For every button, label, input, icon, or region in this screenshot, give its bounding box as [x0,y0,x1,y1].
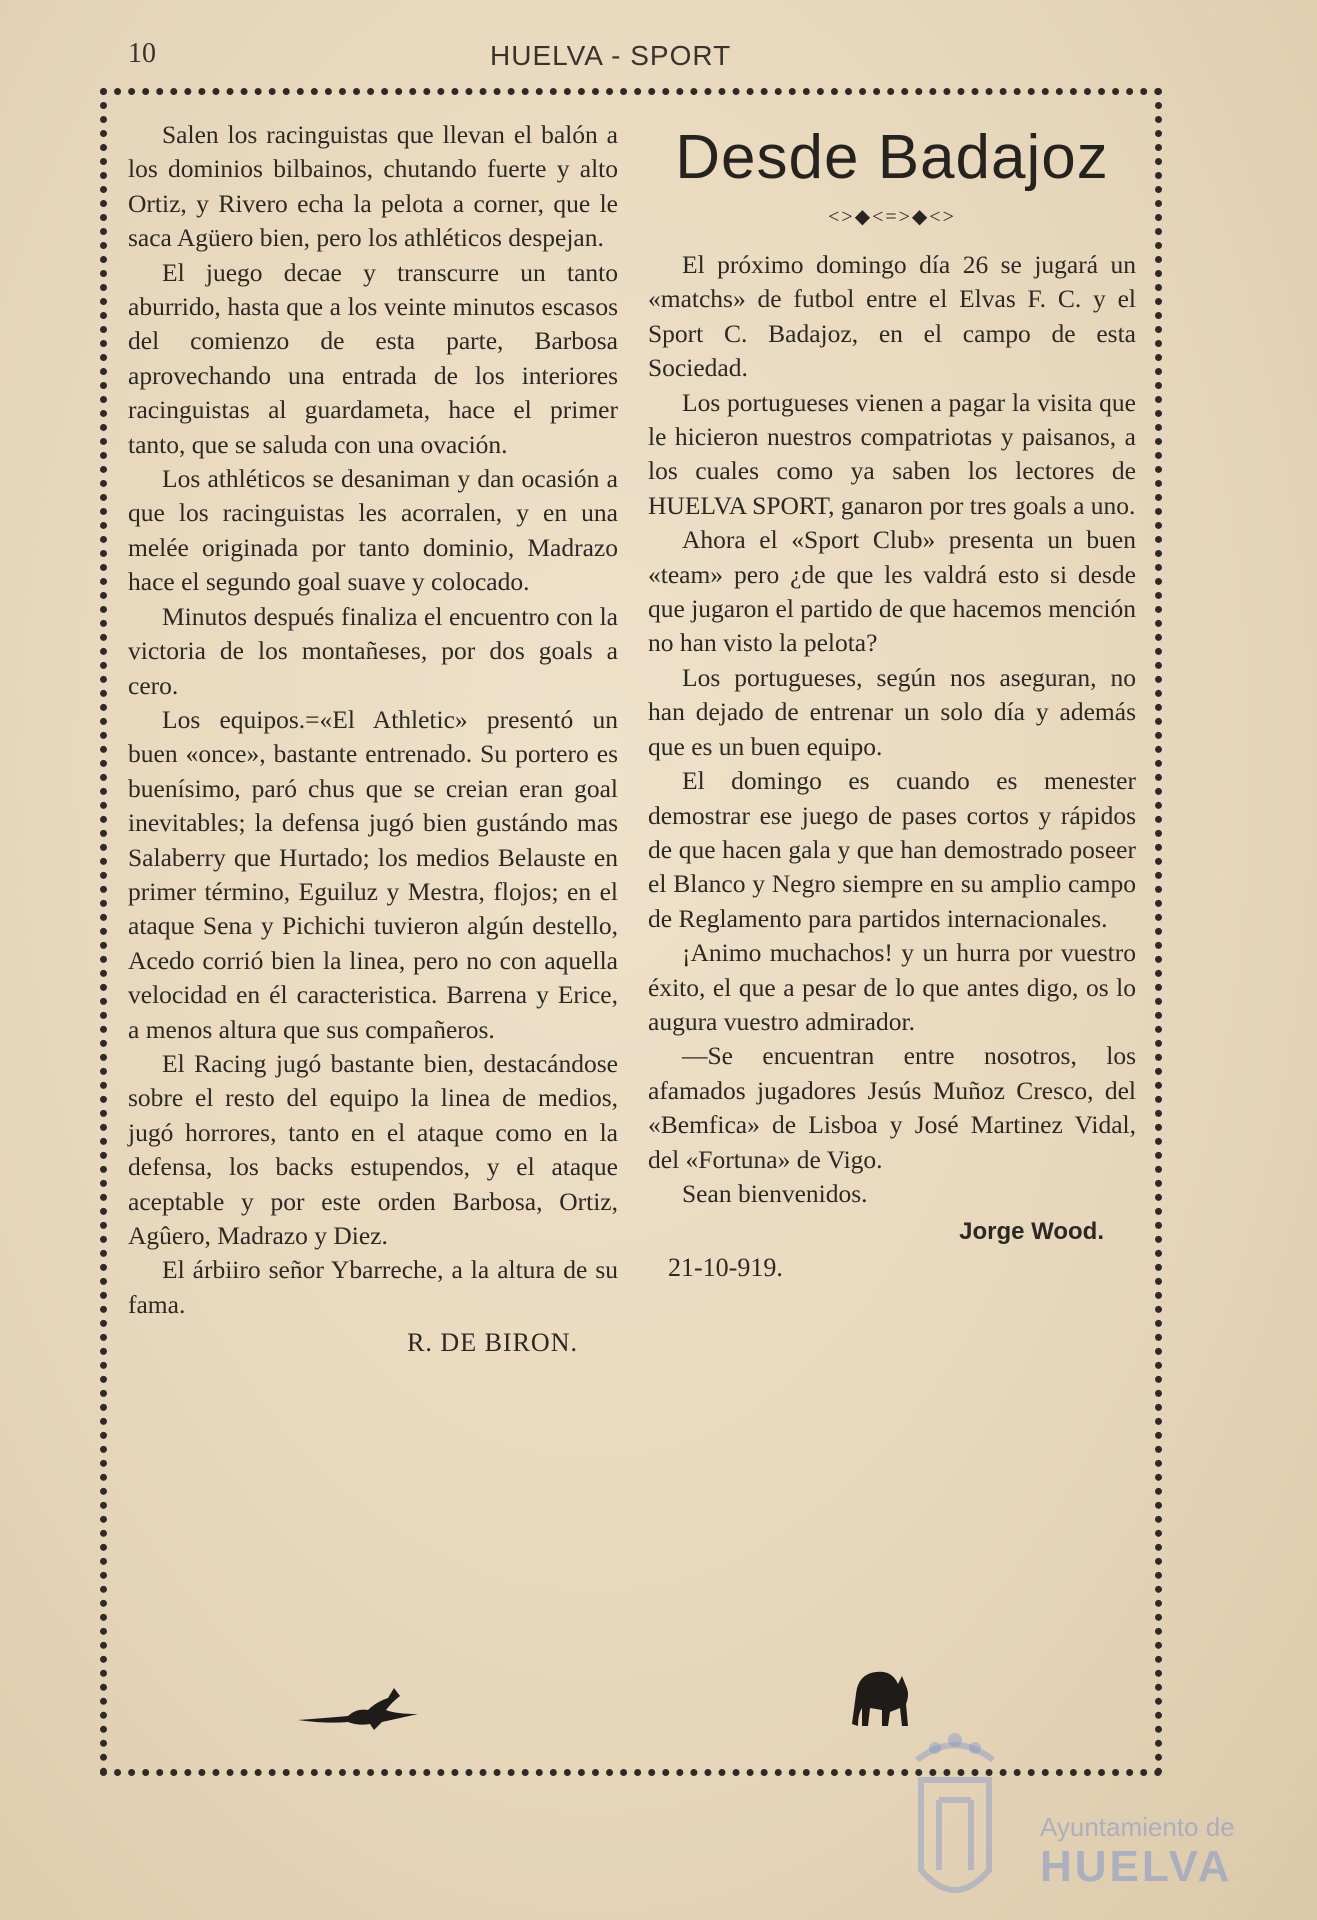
lizard-icon [296,1680,426,1734]
article-paragraph: —Se encuentran entre nosotros, los afamados jugadores Jesús Muñoz Cresco, del «Bemfica» de Lisboa y José Martinez Vidal, del «Fortuna» de Vigo. [648,1041,1136,1174]
watermark-line1: Ayuntamiento de [1040,1812,1235,1842]
running-title: HUELVA - SPORT [490,40,732,71]
page-number: 10 [128,38,156,69]
article-paragraph: Ahora el «Sport Club» presenta un buen «team» pero ¿de que les valdrá esto si desde que jugaron el partido de que hacemos mención no han visto la pelota? [648,525,1136,658]
article-paragraph: Salen los racinguistas que llevan el balón a los dominios bilbainos, chutando fuerte y alto Ortiz, y Rivero echa la pelota a corner, que le saca Agüero bien, pero los athléticos despejan. [128,120,618,253]
article-paragraph: Los portugueses vienen a pagar la visita que le hicieron nuestros compatriotas y paisanos, a los cuales como ya saben los lectores de HUELVA SPORT, ganaron por tres goals a uno. [648,387,1136,520]
article-paragraph: El Racing jugó bastante bien, destacándose sobre el resto del equipo la linea de medios, jugó horrores, tanto en el ataque como en la defensa, los backs estupendos, y el ataque aceptable y por este orden Barbosa, Ortiz, Agûero, Madrazo y Diez. [128,1048,618,1250]
article-author: Jorge Wood. [959,1218,1104,1246]
watermark-line2: HUELVA [1040,1842,1233,1891]
page-header [0,38,1317,78]
article-paragraph: Los equipos.=«El Athletic» presentó un buen «once», bastante entrenado. Su portero es buenísimo, paró chus que se creian eran goal inevitables; la defensa jugó bien gustándo mas Salaberry que Hurtado; los medios Belauste en primer término, Eguiluz y Mestra, flojos; en el ataque Sena y Pichichi tuvieron algún destello, Acedo corrió bien la linea, pero no con aquella velocidad en él caracteristica. Barrena y Erice, a menos altura que sus compañeros. [128,704,618,1044]
article-paragraph: El árbiiro señor Ybarreche, a la altura de su fama. [128,1255,618,1319]
article-paragraph: El juego decae y transcurre un tanto aburrido, hasta que a los veinte minutos escasos del comienzo de esta parte, Barbosa aprovechando una entrada de los interiores racinguistas al guardameta, hace el primer tanto, que se saluda con una ovación. [128,257,618,459]
article-paragraph: El domingo es cuando es menester demostrar ese juego de pases cortos y rápidos de que hacen gala y que han demostrado poseer el Blanco y Negro siempre en su amplio campo de Reglamento para partidos internacionales. [648,766,1136,933]
article-paragraph: Los athléticos se desaniman y dan ocasión a que los racinguistas les acorralen, y en una melée originada por tanto dominio, Madrazo hace el segundo goal suave y colocado. [128,464,618,597]
ornament-divider: <>◆<=>◆<> [828,206,956,228]
right-column-article [648,118,1136,1291]
article-paragraph: Los portugueses, según nos aseguran, no han dejado de entrenar un solo día y además que es un buen equipo. [648,662,1136,761]
left-column-article [128,118,618,1361]
article-paragraph: El próximo domingo día 26 se jugará un «matchs» de futbol entre el Elvas F. C. y el Sport C. Badajoz, en el campo de esta Sociedad. [648,250,1136,383]
article-paragraph: Sean bienvenidos. [682,1178,868,1208]
article-paragraph: Minutos después finaliza el encuentro con la victoria de los montañeses, por dos goals a cero. [128,601,618,700]
article-paragraph: ¡Animo muchachos! y un hurra por vuestro éxito, el que a pesar de lo que antes digo, os lo augura vuestro admirador. [648,938,1136,1036]
article-signature: R. DE BIRON. [407,1328,578,1358]
article-title: Desde Badajoz [675,123,1109,192]
article-date: 21-10-919. [668,1253,783,1283]
signature-row [648,1211,1136,1291]
